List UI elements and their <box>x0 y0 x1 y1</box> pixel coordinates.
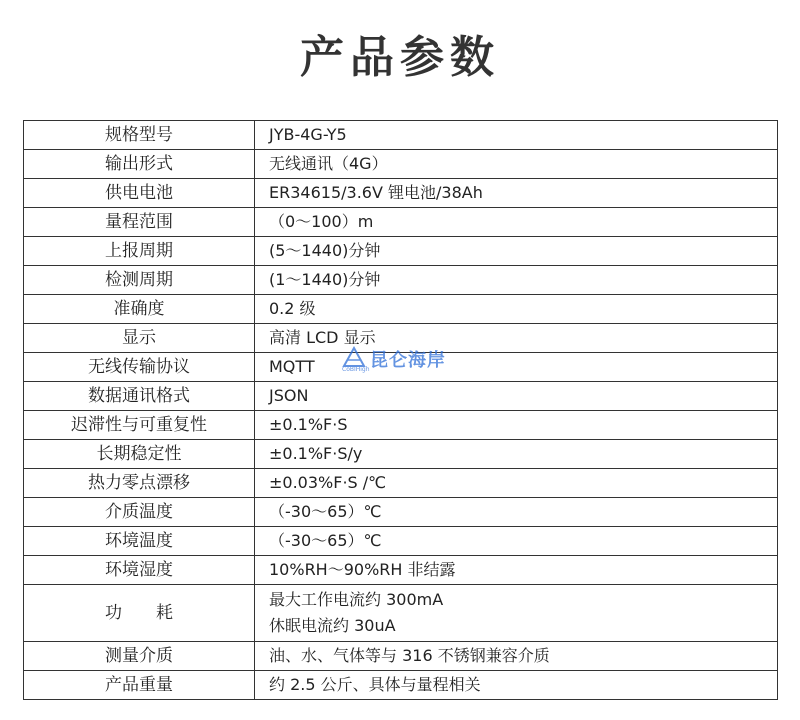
page-title: 产品参数 <box>300 32 500 83</box>
spec-value: JYB-4G-Y5 <box>255 121 778 150</box>
table-row <box>24 556 778 585</box>
spec-value-line: 休眠电流约 30uA <box>269 616 396 635</box>
spec-label: 功 耗 <box>24 585 255 642</box>
table-row <box>24 179 778 208</box>
spec-label: 输出形式 <box>24 150 255 179</box>
table-row <box>24 411 778 440</box>
spec-value: MQTT <box>255 353 778 382</box>
spec-value: 10%RH～90%RH 非结露 <box>255 556 778 585</box>
table-row <box>24 353 778 382</box>
spec-label: 数据通讯格式 <box>24 382 255 411</box>
table-row <box>24 527 778 556</box>
spec-label: 测量介质 <box>24 642 255 671</box>
spec-label: 检测周期 <box>24 266 255 295</box>
table-row <box>24 585 778 642</box>
spec-value: （-30～65）℃ <box>255 527 778 556</box>
spec-value: ±0.03%F·S /℃ <box>255 469 778 498</box>
watermark-text: 昆仑海岸 <box>370 350 446 371</box>
spec-value: ER34615/3.6V 锂电池/38Ah <box>255 179 778 208</box>
table-row <box>24 121 778 150</box>
spec-value-line: 最大工作电流约 300mA <box>269 590 444 609</box>
spec-value: （0～100）m <box>255 208 778 237</box>
table-row <box>24 150 778 179</box>
watermark-subtext: CoBIHigh <box>342 366 370 373</box>
table-row <box>24 469 778 498</box>
table-row <box>24 208 778 237</box>
spec-label: 上报周期 <box>24 237 255 266</box>
table-row <box>24 498 778 527</box>
spec-table <box>23 120 778 700</box>
table-row <box>24 266 778 295</box>
spec-value: ±0.1%F·S/y <box>255 440 778 469</box>
spec-value: JSON <box>255 382 778 411</box>
spec-value: （-30～65）℃ <box>255 498 778 527</box>
spec-label: 热力零点漂移 <box>24 469 255 498</box>
spec-label: 环境湿度 <box>24 556 255 585</box>
spec-value: 油、水、气体等与 316 不锈钢兼容介质 <box>255 642 778 671</box>
table-row <box>24 642 778 671</box>
spec-label: 迟滞性与可重复性 <box>24 411 255 440</box>
spec-label: 准确度 <box>24 295 255 324</box>
spec-label: 长期稳定性 <box>24 440 255 469</box>
spec-label: 供电电池 <box>24 179 255 208</box>
spec-label: 显示 <box>24 324 255 353</box>
spec-value: 高清 LCD 显示 <box>255 324 778 353</box>
spec-value-multiline <box>255 585 778 642</box>
table-row <box>24 671 778 700</box>
table-row <box>24 382 778 411</box>
table-row <box>24 440 778 469</box>
spec-label: 规格型号 <box>24 121 255 150</box>
spec-label: 环境温度 <box>24 527 255 556</box>
spec-label: 量程范围 <box>24 208 255 237</box>
spec-label: 介质温度 <box>24 498 255 527</box>
spec-label: 无线传输协议 <box>24 353 255 382</box>
table-row <box>24 237 778 266</box>
table-row <box>24 295 778 324</box>
table-row <box>24 324 778 353</box>
spec-value: (1～1440)分钟 <box>255 266 778 295</box>
spec-label: 产品重量 <box>24 671 255 700</box>
spec-value: 0.2 级 <box>255 295 778 324</box>
spec-value: 约 2.5 公斤、具体与量程相关 <box>255 671 778 700</box>
spec-value: (5～1440)分钟 <box>255 237 778 266</box>
spec-value: 无线通讯（4G） <box>255 150 778 179</box>
spec-value: ±0.1%F·S <box>255 411 778 440</box>
